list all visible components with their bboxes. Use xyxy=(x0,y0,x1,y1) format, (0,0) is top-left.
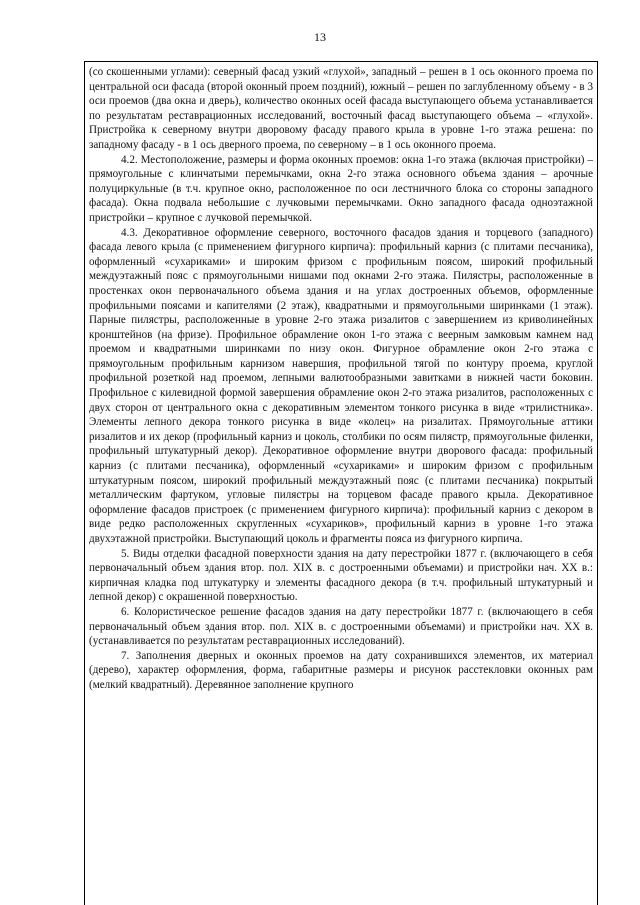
paragraph-7: 7. Заполнения дверных и оконных проемов на дату сохранившихся элементов, их материал (дерево), характер оформления, форма, габаритные размеры и рисунок расстекловки оконных рам (мелкий квадратный). Деревянное заполнение крупного xyxy=(89,649,593,691)
page-number: 13 xyxy=(314,30,326,44)
paragraph-5: 5. Виды отделки фасадной поверхности здания на дату перестройки 1877 г. (включающего в себя первоначальный объем здания втор. пол. XIX в. с достроенными объемами) и пристройки нач. XX в.: кирпичная кладка под штукатурку и элементы фасадного декора (в т.ч. профильный штукатурный и лепной декор) с окрашенной поверхностью. xyxy=(89,547,593,604)
paragraph-continuation: (со скошенными углами): северный фасад узкий «глухой», западный – решен в 1 ось оконного проема по центральной оси фасада (второй оконный проем поздний), южный – решен по заглубленному объему - в 3 оси проемов (два окна и дверь), количество оконных осей фасада выступающего объема устанавливается по результатам реставрационных исследований, восточный фасад выступающего объема – «глухой». Пристройка к северному внутри дворовому фасаду правого крыла в уровне 1-го этажа решена: по западному фасаду - в 1 ось дверного проема, по северному – в 1 ось оконного проема. xyxy=(89,66,593,151)
paragraph-4-2: 4.2. Местоположение, размеры и форма оконных проемов: окна 1-го этажа (включая пристройки) – прямоугольные с клинчатыми перемычками, окна 2-го этажа основного объема здания – арочные полуциркульные (в т.ч. крупное окно, расположенное по оси лестничного блока со стороны западного фасада). Окна подвала небольшие с лучковыми перемычками. Окно западного фасада одноэтажной пристройки – крупное с лучковой перемычкой. xyxy=(89,153,593,224)
paragraph-4-3: 4.3. Декоративное оформление северного, восточного фасадов здания и торцевого (западного) фасада левого крыла (с применением фигурного кирпича): профильный карниз (с плитами песчаника), оформленный «сухариками» и широким фризом с профильным поясом, широкий профильный междуэтажный пояс с прямоугольными нишами под окнами 2-го этажа. Пилястры, расположенные в простенках окон первоначального объема здания и на углах достроенных объемов, оформленные профильными поясами и капителями (2 этаж), квадратными и прямоугольными ширинками (1 этаж). Парные пилястры, расположенные в уровне 2-го этажа ризалитов с завершением из криволинейных кронштейнов (на фризе). Профильное обрамление окон 1-го этажа с веерным замковым камнем над проемом и квадратными ширинками по низу окон. Фигурное обрамление окон 2-го этажа с прямоугольным профильным карнизом навершия, профильной тягой по контуру проема, круглой профильной розеткой над проемом, лепными валютообразными завитками в нижней части боковин. Профильное с килевидной формой завершения обрамление окон 2-го этажа ризалитов, расположенных с двух сторон от центрального окна с декоративным элементом тонкого рисунка в виде «трилистника». Элементы лепного декора тонкого рисунка в виде «колец» на ризалитах. Прямоугольные аттики ризалитов и их декор (профильный карниз и цоколь, столбики по осям пилястр, прямоугольные филенки, профильный штукатурный декор). Декоративное оформление внутри дворового фасада: профильный карниз (с плитами песчаника), оформленный «сухариками» и широким фризом с профильным штукатурным поясом, широкий профильный междуэтажный пояс (с плитами песчаника) покрытый металлическим фартуком, угловые пилястры на торцевом фасаде правого крыла. Декоративное оформление фасадов пристроек (с применением фигурного кирпича): профильный карниз с декором в виде редко расположенных скругленных «сухариков», профильный карниз в уровне 1-го этажа двухэтажной пристройки. Выступающий цоколь и фрагменты пояса из фигурного кирпича. xyxy=(89,226,593,545)
document-text-frame xyxy=(84,61,598,905)
paragraph-6: 6. Колористическое решение фасадов здания на дату перестройки 1877 г. (включающего в себя первоначальный объем здания втор. пол. XIX в. с достроенными объемами) и пристройки нач. XX в. (устанавливается по результатам реставрационных исследований). xyxy=(89,605,593,648)
